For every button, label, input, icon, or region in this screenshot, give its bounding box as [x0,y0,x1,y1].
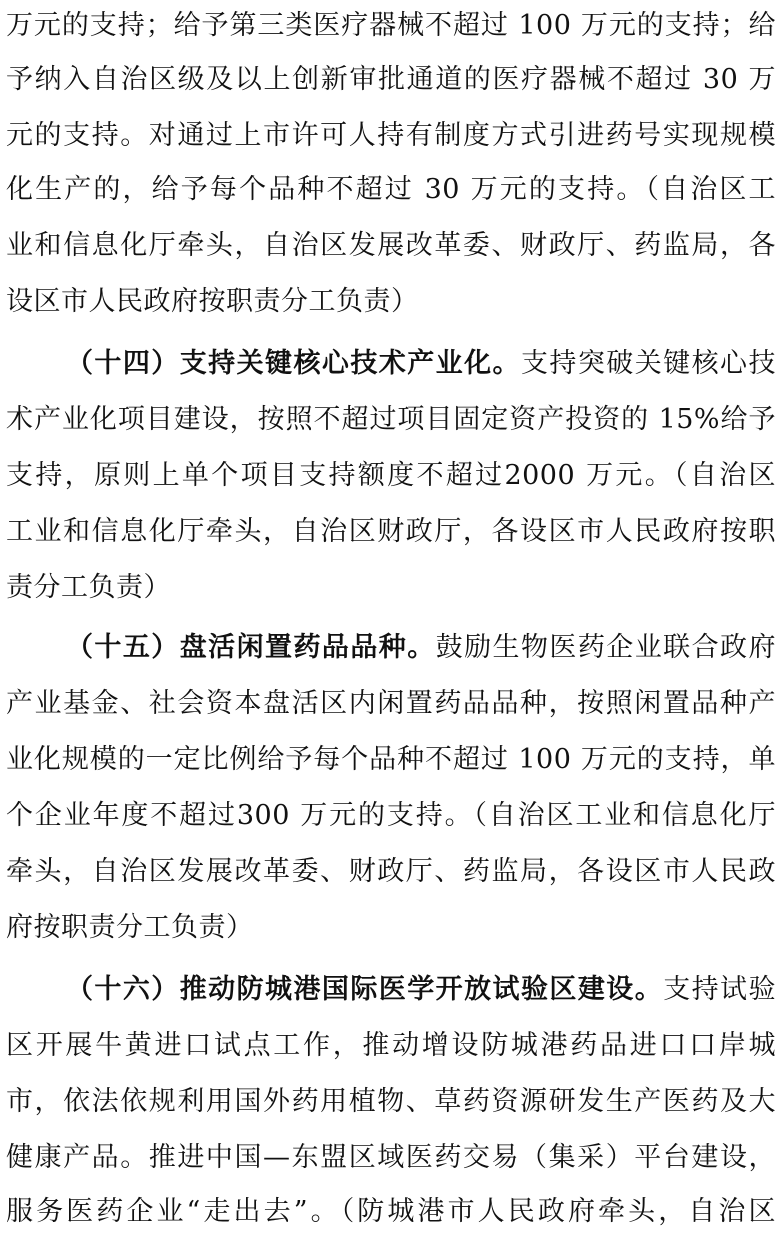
body-line: 业和信息化厅牵头，自治区发展改革委、财政厅、药监局，各 [6,230,776,261]
body-line: 化生产的，给予每个品种不超过 30 万元的支持。（自治区工 [6,174,776,205]
body-line: 市，依法依规利用国外药用植物、草药资源研发生产医药及大 [6,1086,776,1117]
body-line: 支持，原则上单个项目支持额度不超过2000 万元。（自治区 [6,460,776,491]
body-line: 区开展牛黄进口试点工作，推动增设防城港药品进口口岸城 [6,1030,776,1061]
body-line: 业化规模的一定比例给予每个品种不超过 100 万元的支持，单 [6,744,776,775]
body-line: 元的支持。对通过上市许可人持有制度方式引进药号实现规模 [6,120,776,151]
section-first-line [6,344,776,384]
body-line: 予纳入自治区级及以上创新审批通道的医疗器械不超过 30 万 [6,64,776,95]
section-heading-15: （十五）盘活闲置药品品种。 [66,632,436,663]
body-line: 产业基金、社会资本盘活区内闲置药品品种，按照闲置品种产 [6,688,776,719]
section-first-line [6,628,776,668]
section-text: 支持突破关键核心技 [521,348,776,379]
body-line: 服务医药企业“走出去”。（防城港市人民政府牵头，自治区 [6,1196,776,1227]
body-line: 术产业化项目建设，按照不超过项目固定资产投资的 15%给予 [6,404,776,435]
section-text: 支持试验 [663,974,776,1005]
body-line: 牵头，自治区发展改革委、财政厅、药监局，各设区市人民政 [6,856,776,887]
body-line: 工业和信息化厅牵头，自治区财政厅，各设区市人民政府按职 [6,516,776,547]
body-line: 健康产品。推进中国—东盟区域医药交易（集采）平台建设， [6,1142,776,1173]
body-line: 万元的支持；给予第三类医疗器械不超过 100 万元的支持；给 [6,10,776,41]
body-line: 责分工负责） [6,572,171,603]
section-heading-14: （十四）支持关键核心技术产业化。 [66,348,521,379]
body-line: 个企业年度不超过300 万元的支持。（自治区工业和信息化厅 [6,800,776,831]
section-text: 鼓励生物医药企业联合政府 [435,632,776,663]
body-line: 府按职责分工负责） [6,912,254,943]
body-line: 设区市人民政府按职责分工负责） [6,286,419,317]
section-heading-16: （十六）推动防城港国际医学开放试验区建设。 [66,974,664,1005]
section-first-line [6,970,776,1010]
